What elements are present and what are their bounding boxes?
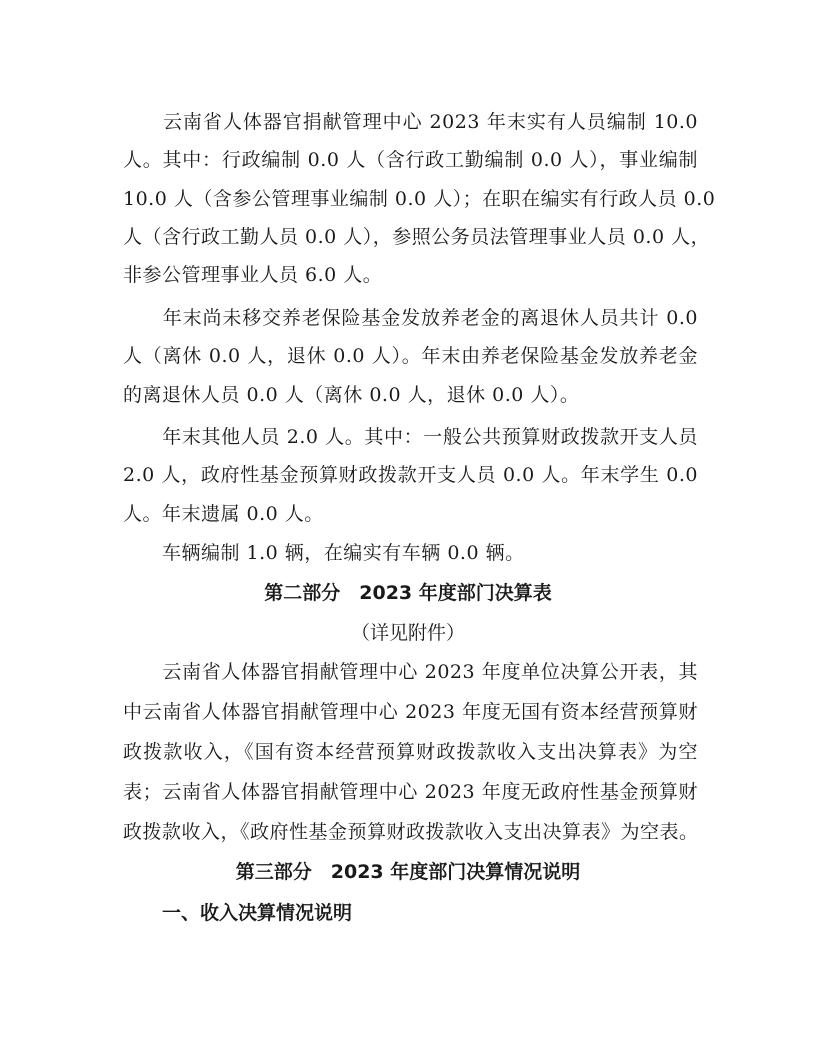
part2-heading: 第二部分 2023 年度部门决算表 (264, 582, 552, 604)
section1-heading: 一、收入决算情况说明 (162, 902, 353, 924)
staffing-line-2: 人。其中：行政编制 0.0 人（含行政工勤编制 0.0 人），事业编制 (123, 149, 698, 171)
tables-intro-line-1: 云南省人体器官捐献管理中心 2023 年度单位决算公开表，其 (123, 661, 698, 683)
vehicles-line-1: 车辆编制 1.0 辆，在编实有车辆 0.0 辆。 (123, 542, 525, 564)
retirees-line-3: 的离退休人员 0.0 人（离休 0.0 人，退休 0.0 人）。 (123, 384, 580, 406)
tables-intro-line-4: 表；云南省人体器官捐献管理中心 2023 年度无政府性基金预算财 (123, 781, 698, 803)
tables-intro-line-5: 政拨款收入，《政府性基金预算财政拨款收入支出决算表》为空表。 (123, 821, 699, 843)
others-line-3: 人。年末遗属 0.0 人。 (123, 503, 324, 525)
staffing-line-3: 10.0 人（含参公管理事业编制 0.0 人）；在职在编实有行政人员 0.0 (123, 188, 716, 210)
tables-intro-line-3: 政拨款收入，《国有资本经营预算财政拨款收入支出决算表》为空 (123, 741, 698, 763)
staffing-line-5: 非参公管理事业人员 6.0 人。 (123, 264, 383, 286)
retirees-line-2: 人（离休 0.0 人，退休 0.0 人）。年末由养老保险基金发放养老金 (123, 345, 698, 367)
retirees-line-1: 年末尚未移交养老保险基金发放养老金的离退休人员共计 0.0 (123, 307, 698, 329)
tables-intro-line-2: 中云南省人体器官捐献管理中心 2023 年度无国有资本经营预算财 (123, 701, 698, 723)
others-line-2: 2.0 人，政府性基金预算财政拨款开支人员 0.0 人。年末学生 0.0 (123, 464, 698, 486)
part3-heading: 第三部分 2023 年度部门决算情况说明 (235, 861, 581, 883)
staffing-line-4: 人（含行政工勤人员 0.0 人），参照公务员法管理事业人员 0.0 人， (123, 226, 711, 248)
others-line-1: 年末其他人员 2.0 人。其中：一般公共预算财政拨款开支人员 (123, 426, 698, 448)
staffing-line-1: 云南省人体器官捐献管理中心 2023 年末实有人员编制 10.0 (123, 111, 698, 133)
part2-note: （详见附件） (350, 622, 465, 644)
